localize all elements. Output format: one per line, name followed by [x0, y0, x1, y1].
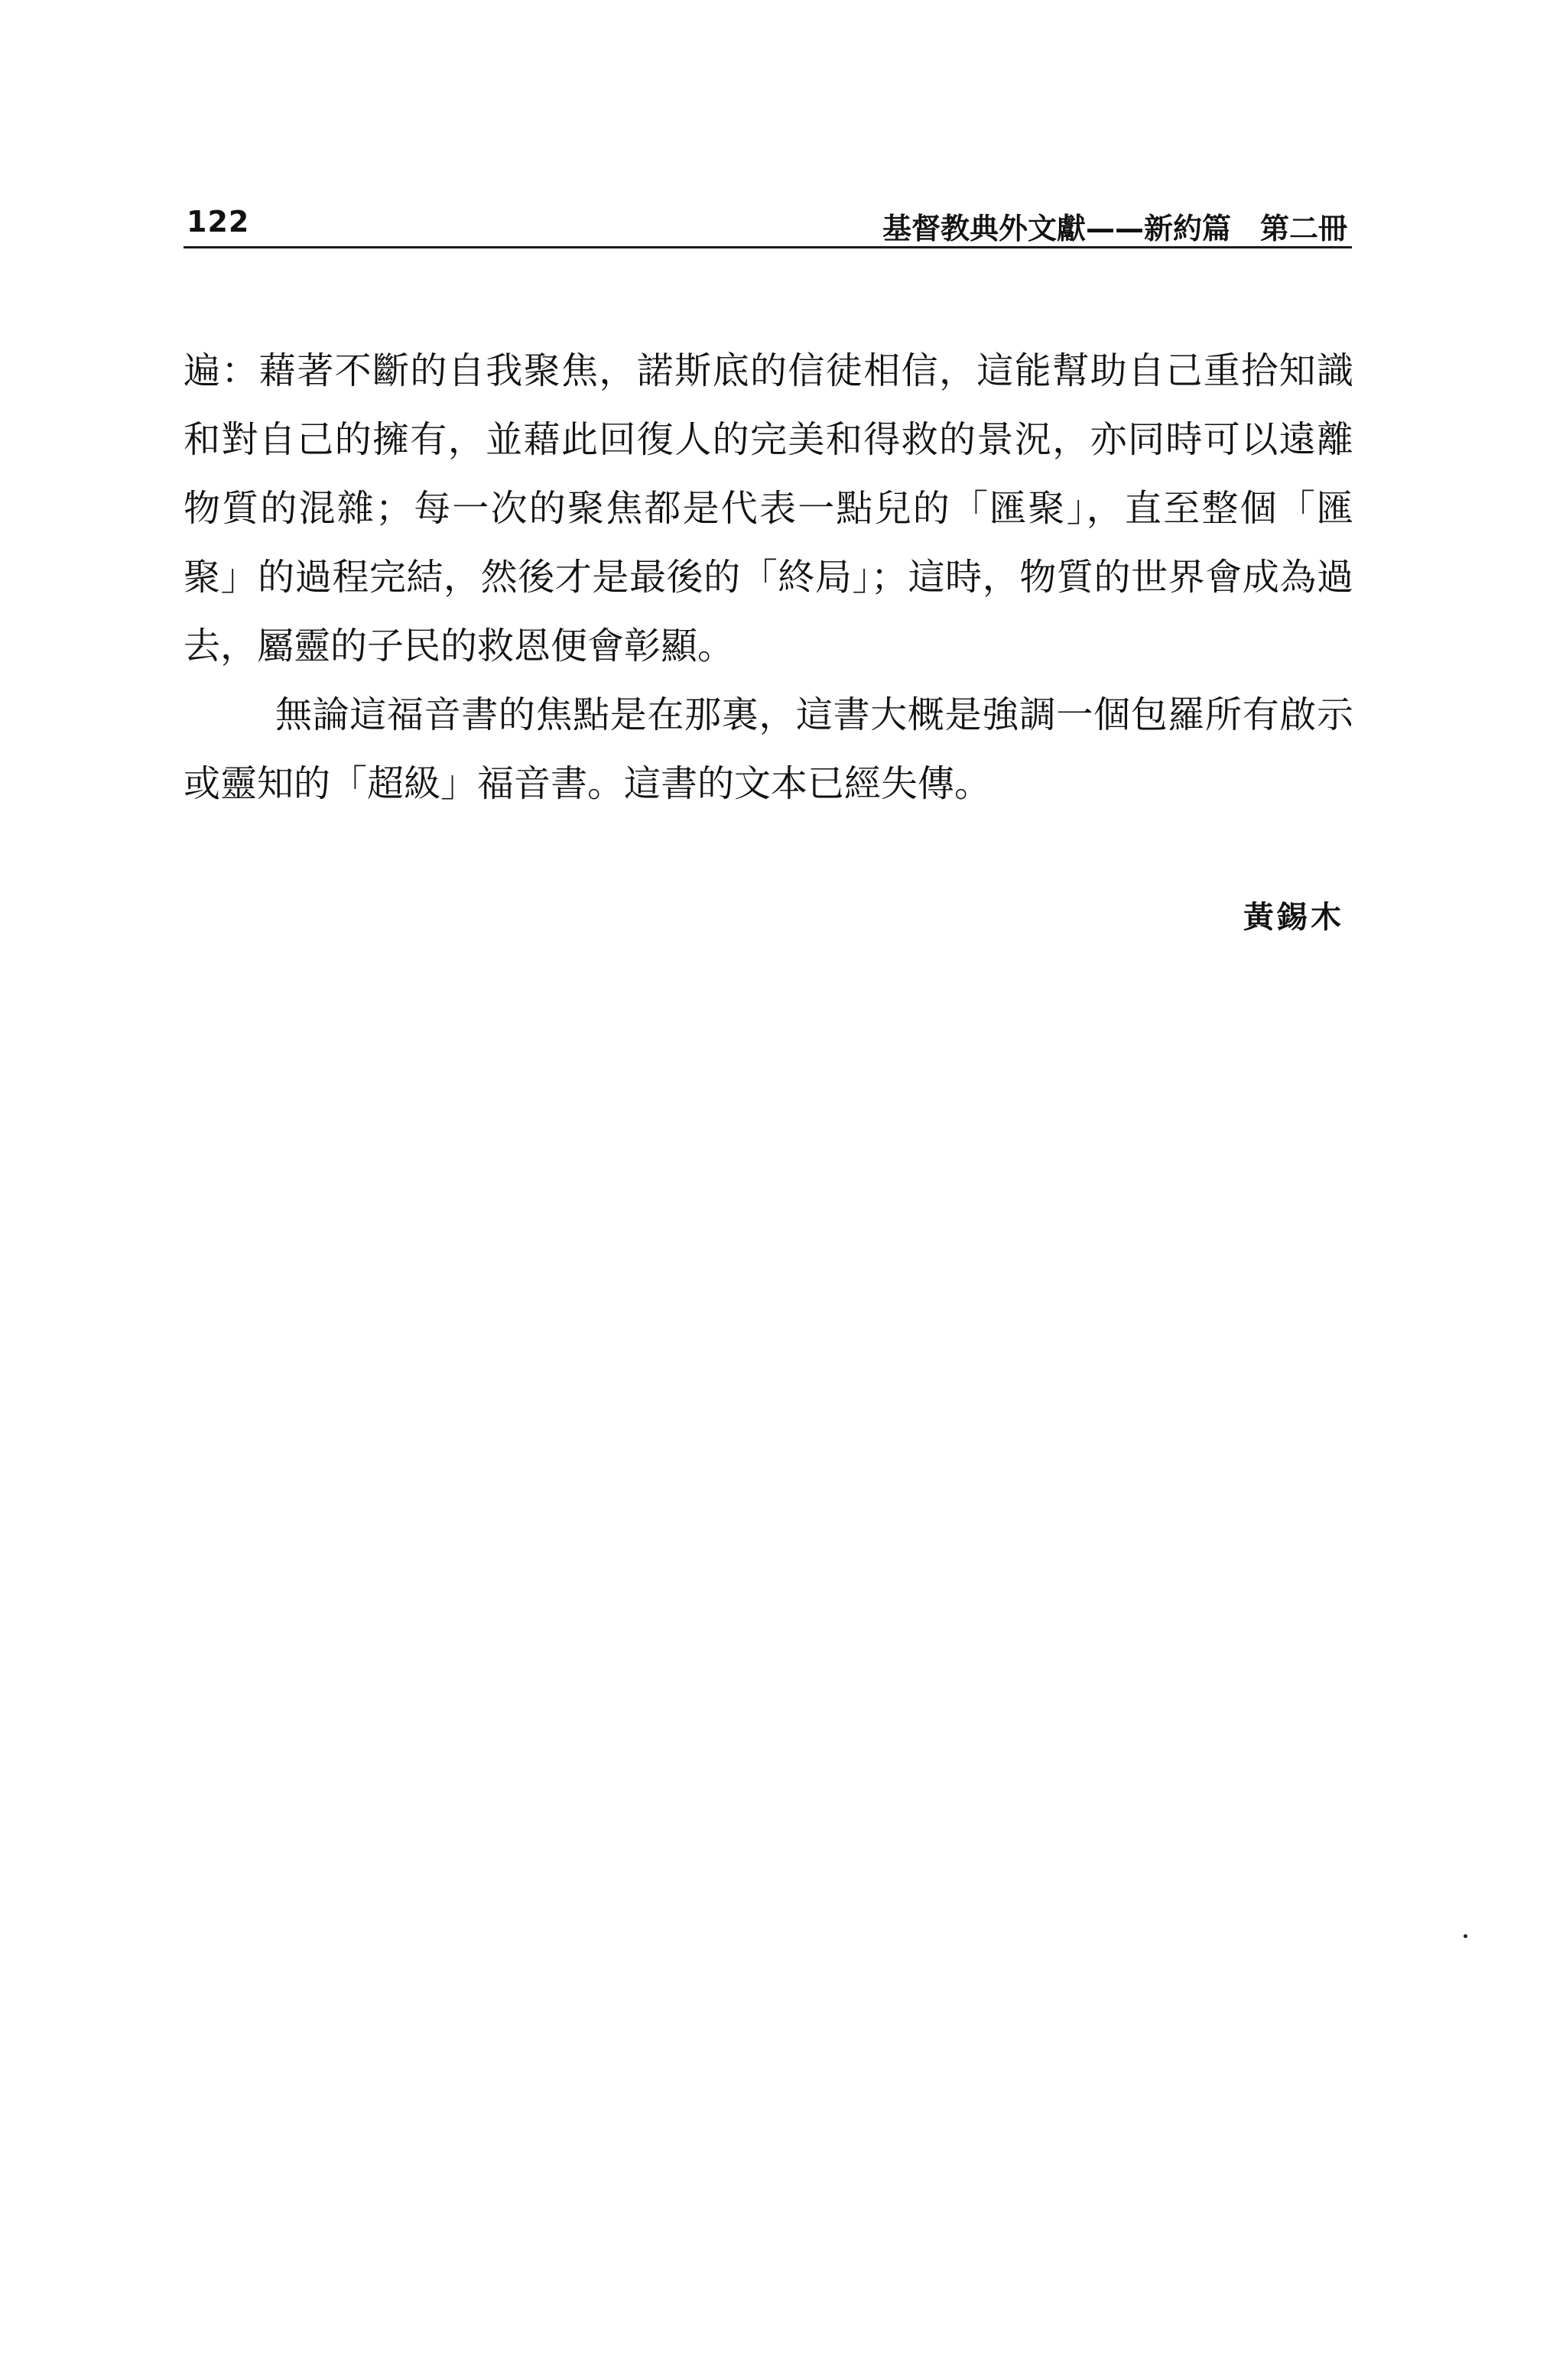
author-signature: 黃錫木 [1243, 900, 1344, 935]
scan-speck [1464, 1934, 1467, 1938]
page-header [184, 200, 1352, 248]
page-number: 122 [187, 205, 250, 239]
running-title: 基督教典外文獻——新約篇 第二冊 [882, 212, 1347, 245]
paragraph: 無論這福音書的焦點是在那裏，這書大概是強調一個包羅所有啟示或靈知的「超級」福音書。這書的文本已經失傳。 [184, 693, 1353, 805]
body-text [184, 336, 1353, 818]
paragraph-continued: 遍：藉著不斷的自我聚焦，諾斯底的信徒相信，這能幫助自己重拾知識和對自己的擁有，並藉此回復人的完美和得救的景況，亦同時可以遠離物質的混雜；每一次的聚焦都是代表一點兒的「匯聚」，直至整個「匯聚」的過程完結，然後才是最後的「終局」；這時，物質的世界會成為過去，屬靈的子民的救恩便會彰顯。 [184, 349, 1353, 667]
